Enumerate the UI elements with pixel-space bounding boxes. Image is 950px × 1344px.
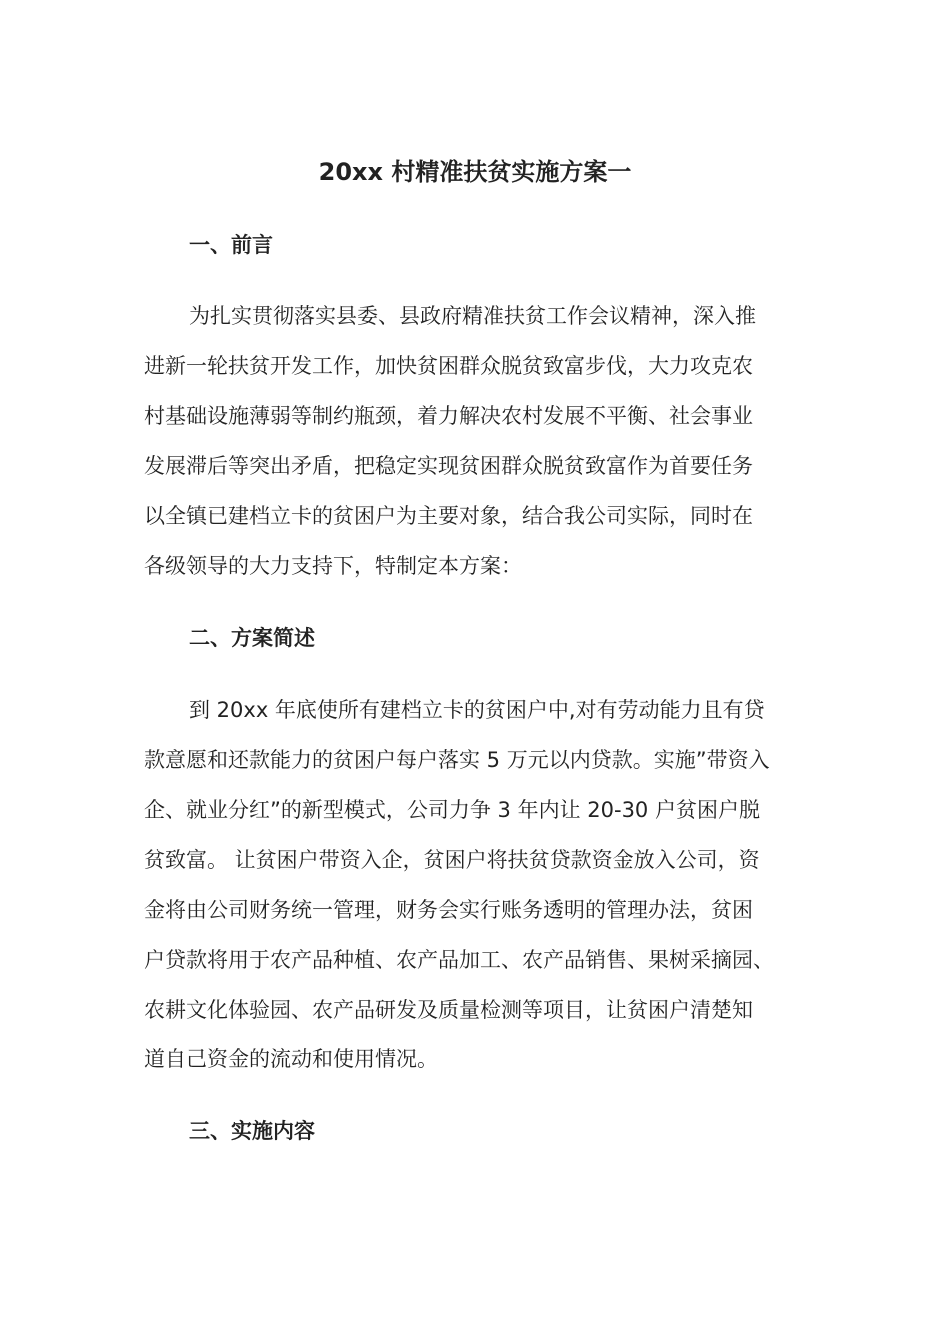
paragraph-line: 道自己资金的流动和使用情况。 bbox=[144, 1047, 438, 1071]
paragraph-line: 发展滞后等突出矛盾，把稳定实现贫困群众脱贫致富作为首要任务 bbox=[144, 454, 753, 478]
paragraph-line: 款意愿和还款能力的贫困户每户落实 5 万元以内贷款。实施”带资入 bbox=[144, 748, 770, 772]
paragraph-line: 企、就业分红”的新型模式，公司力争 3 年内让 20-30 户贫困户脱 bbox=[144, 798, 760, 822]
paragraph-line: 农耕文化体验园、农产品研发及质量检测等项目，让贫困户清楚知 bbox=[144, 998, 753, 1022]
paragraph-line: 村基础设施薄弱等制约瓶颈，着力解决农村发展不平衡、社会事业 bbox=[144, 404, 753, 428]
paragraph-line: 户贷款将用于农产品种植、农产品加工、农产品销售、果树采摘园、 bbox=[144, 948, 774, 972]
paragraph-line: 金将由公司财务统一管理，财务会实行账务透明的管理办法，贫困 bbox=[144, 898, 753, 922]
section-heading-overview: 二、方案简述 bbox=[189, 626, 315, 650]
paragraph-line: 到 20xx 年底使所有建档立卡的贫困户中,对有劳动能力且有贷 bbox=[189, 698, 765, 722]
section-heading-preface: 一、前言 bbox=[189, 233, 273, 257]
paragraph-line: 为扎实贯彻落实县委、县政府精准扶贫工作会议精神，深入推 bbox=[189, 304, 756, 328]
paragraph-line: 进新一轮扶贫开发工作，加快贫困群众脱贫致富步伐，大力攻克农 bbox=[144, 354, 753, 378]
document-title: 20xx 村精准扶贫实施方案一 bbox=[318, 158, 632, 186]
paragraph-line: 以全镇已建档立卡的贫困户为主要对象，结合我公司实际，同时在 bbox=[144, 504, 753, 528]
paragraph-line: 贫致富。 让贫困户带资入企，贫困户将扶贫贷款资金放入公司，资 bbox=[144, 848, 760, 872]
section-heading-implementation: 三、实施内容 bbox=[189, 1119, 315, 1143]
paragraph-line: 各级领导的大力支持下，特制定本方案： bbox=[144, 554, 522, 578]
